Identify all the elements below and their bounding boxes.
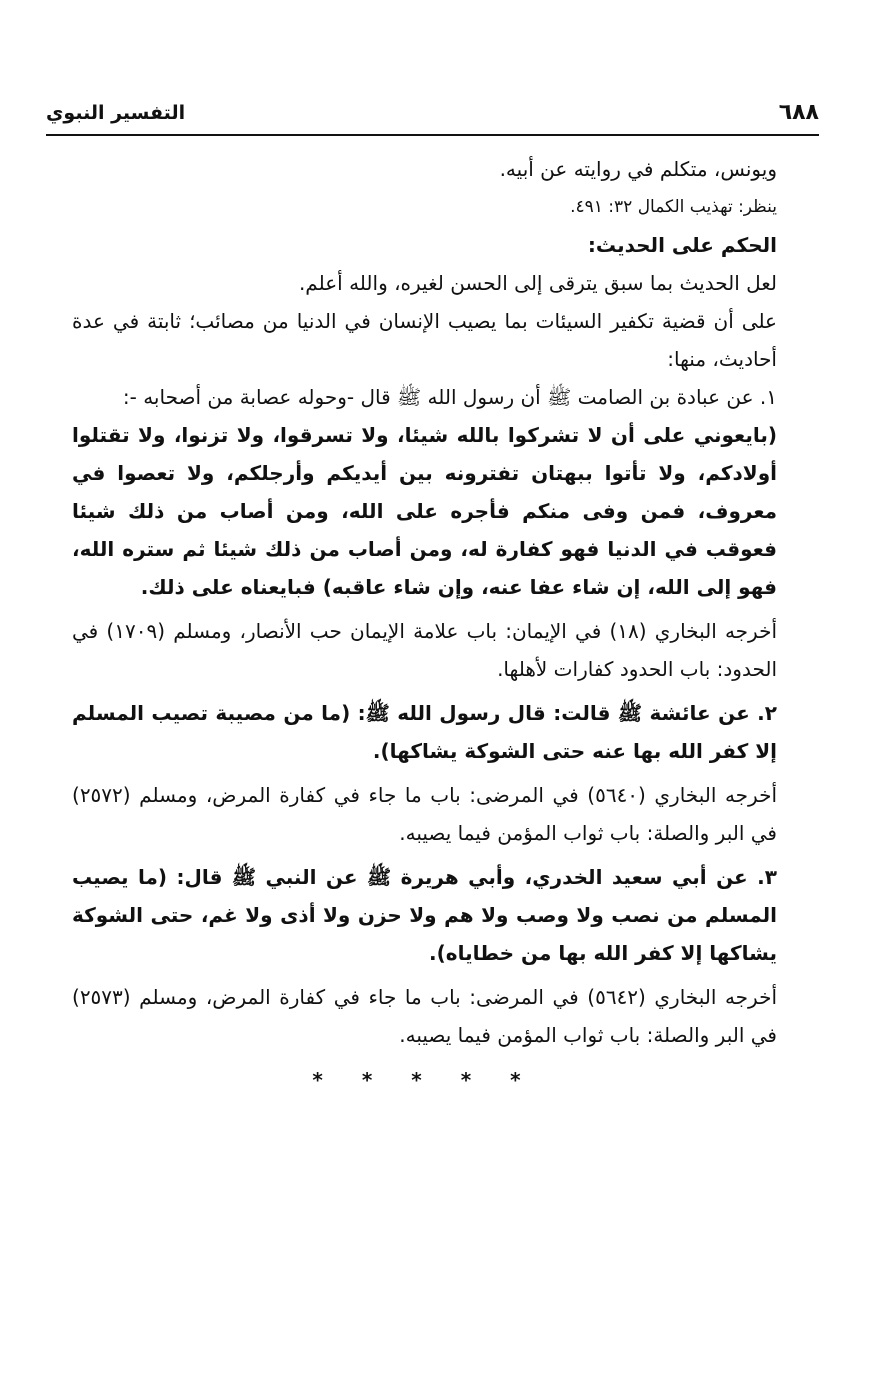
hadith-text: ٣. عن أبي سعيد الخدري، وأبي هريرة ﷺ عن النبي ﷺ قال: (ما يصيب المسلم من نصب ولا وصب ولا هم ولا حزن ولا أذى ولا غم، حتى الشوكة يشاكها إلا كفر الله بها من خطاياه).	[72, 865, 777, 965]
takhrij: أخرجه البخاري (١٨) في الإيمان: باب علامة الإيمان حب الأنصار، ومسلم (١٧٠٩) في الحدود: باب الحدود كفارات لأهلها.	[72, 619, 777, 681]
page-header	[46, 100, 819, 130]
paragraph: على أن قضية تكفير السيئات بما يصيب الإنسان في الدنيا من مصائب؛ ثابتة في عدة أحاديث، منها:	[72, 309, 777, 371]
hadith-text: ٢. عن عائشة ﷺ قالت: قال رسول الله ﷺ: (ما من مصيبة تصيب المسلم إلا كفر الله بها عنه حتى الشوكة يشاكها).	[72, 701, 777, 763]
header-rule	[46, 134, 819, 136]
hadith-intro: ١. عن عبادة بن الصامت ﷺ أن رسول الله ﷺ قال -وحوله عصابة من أصحابه -:	[122, 385, 777, 409]
paragraph: ويونس، متكلم في روايته عن أبيه.	[499, 157, 777, 181]
section-heading: الحكم على الحديث:	[587, 233, 777, 257]
page-body	[72, 150, 777, 1092]
page-number: ٦٨٨	[778, 100, 819, 125]
takhrij: أخرجه البخاري (٥٦٤٠) في المرضى: باب ما جاء في كفارة المرض، ومسلم (٢٥٧٢) في البر والصلة: باب ثواب المؤمن فيما يصيبه.	[72, 783, 777, 845]
hadith-text: (بايعوني على أن لا تشركوا بالله شيئا، ولا تسرقوا، ولا تزنوا، ولا تقتلوا أولادكم، ولا تأتوا ببهتان تفترونه بين أيديكم وأرجلكم، ولا تعصوا في معروف، فمن وفى منكم فأجره على الله، ومن أصاب من ذلك شيئا فعوقب في الدنيا فهو كفارة له، ومن أصاب من ذلك شيئا ثم ستره الله، فهو إلى الله، إن شاء عفا عنه، وإن شاء عاقبه) فبايعناه على ذلك.	[72, 423, 777, 599]
reference-line: ينظر: تهذيب الكمال ٣٢: ٤٩١.	[570, 197, 777, 217]
running-title: التفسير النبوي	[46, 102, 186, 124]
takhrij: أخرجه البخاري (٥٦٤٢) في المرضى: باب ما جاء في كفارة المرض، ومسلم (٢٥٧٣) في البر والصلة: باب ثواب المؤمن فيما يصيبه.	[72, 985, 777, 1047]
section-separator: * * * * *	[312, 1068, 537, 1092]
paragraph: لعل الحديث بما سبق يترقى إلى الحسن لغيره، والله أعلم.	[298, 271, 777, 295]
